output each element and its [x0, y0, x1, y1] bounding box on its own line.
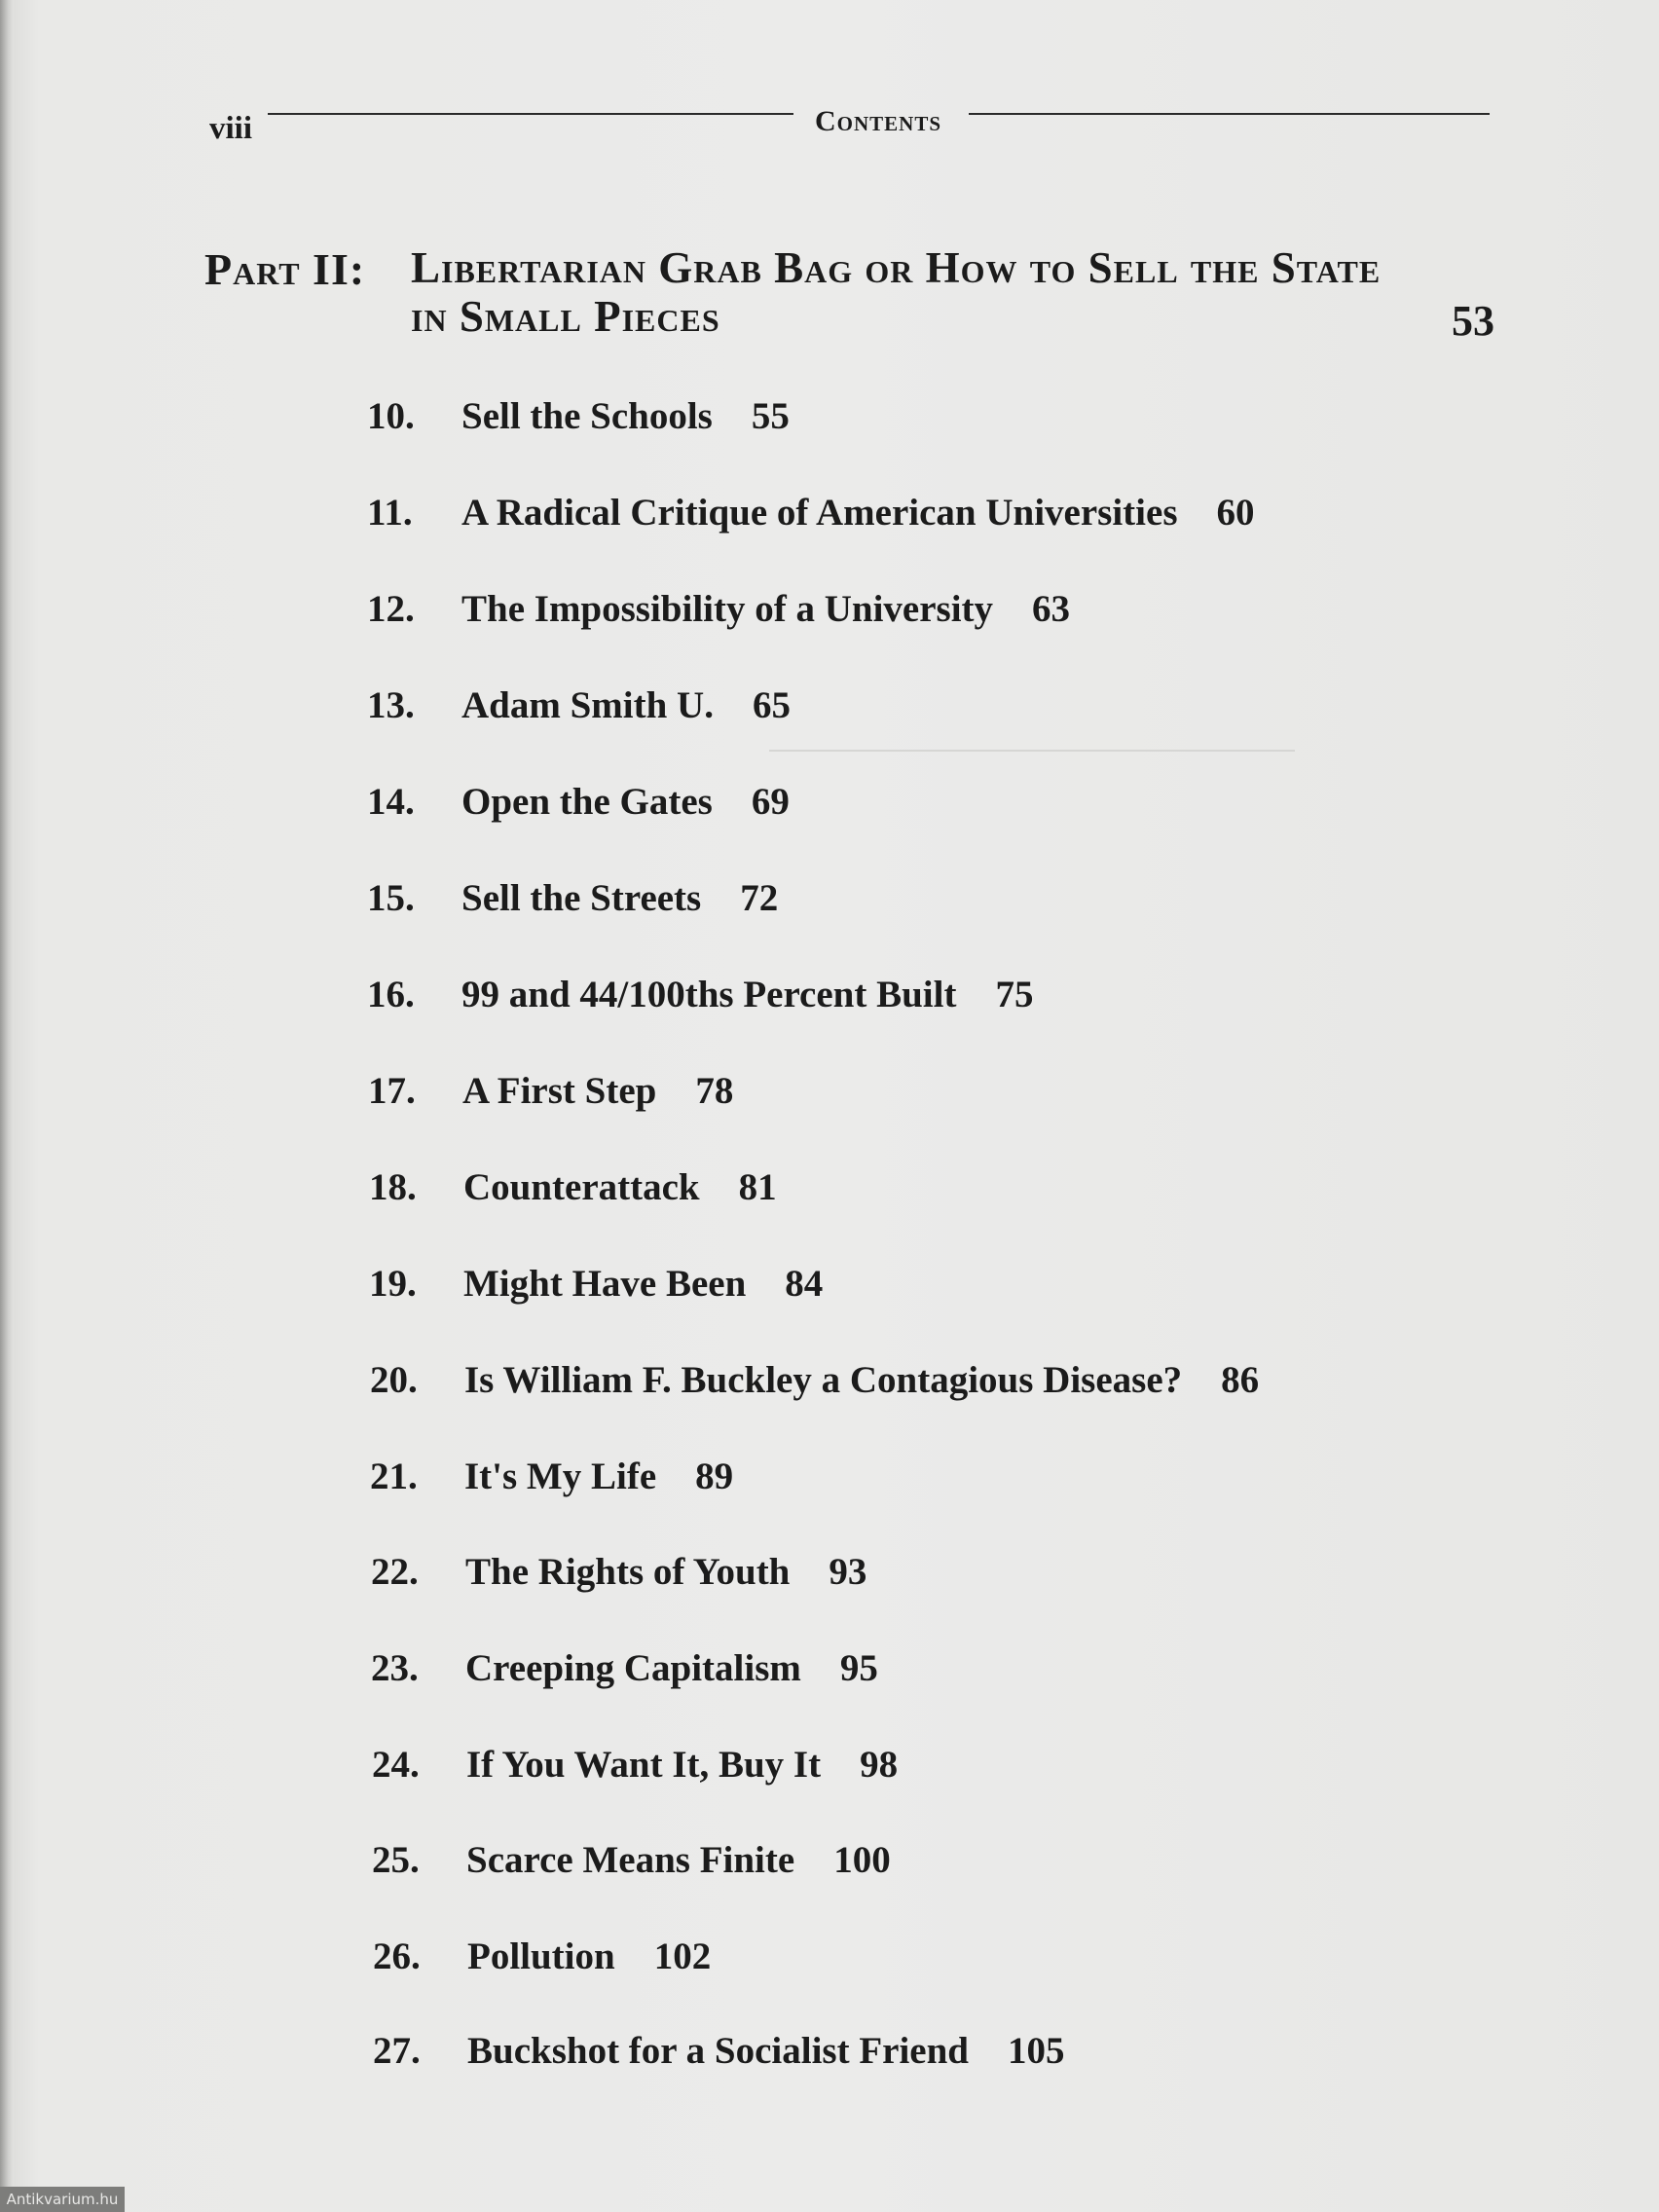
toc-entry — [369, 1165, 777, 1214]
entry-number: 26. — [373, 1936, 421, 1977]
entry-number: 20. — [370, 1359, 418, 1401]
entry-number: 25. — [372, 1839, 420, 1881]
toc-entry — [367, 973, 1033, 1021]
toc-entry — [369, 1262, 823, 1310]
entry-title: Buckshot for a Socialist Friend — [467, 2030, 969, 2072]
part-title-line-1: Libertarian Grab Bag or How to Sell the State — [411, 243, 1382, 292]
toc-entry — [370, 1358, 1259, 1407]
entry-title: It's My Life — [464, 1456, 657, 1497]
toc-entry — [372, 1838, 891, 1887]
entry-page: 78 — [695, 1070, 734, 1112]
entry-title: 99 and 44/100ths Percent Built — [461, 974, 957, 1015]
entry-title: A Radical Critique of American Universities — [461, 492, 1178, 534]
entry-title: Open the Gates — [461, 781, 713, 823]
entry-number: 18. — [369, 1166, 417, 1208]
toc-entry — [370, 1455, 733, 1503]
entry-number: 23. — [371, 1647, 419, 1689]
toc-entry — [371, 1646, 878, 1695]
entry-page: 84 — [785, 1263, 824, 1305]
toc-entry — [373, 2029, 1064, 2078]
entry-title: Sell the Streets — [461, 877, 702, 919]
entry-number: 27. — [373, 2030, 421, 2072]
entry-title: Scarce Means Finite — [466, 1839, 795, 1881]
entry-page: 75 — [995, 974, 1034, 1015]
entry-title: Creeping Capitalism — [465, 1647, 801, 1689]
part-label: Part II: — [204, 244, 366, 294]
entry-number: 13. — [367, 684, 415, 726]
entry-page: 95 — [839, 1647, 878, 1689]
entry-number: 11. — [367, 492, 413, 534]
toc-entry — [367, 780, 790, 829]
entry-title: The Rights of Youth — [465, 1551, 791, 1593]
entry-page: 102 — [653, 1936, 712, 1977]
entry-number: 10. — [367, 395, 415, 437]
toc-entry — [367, 683, 791, 732]
entry-number: 16. — [367, 974, 415, 1015]
entry-page: 93 — [829, 1551, 867, 1593]
entry-number: 22. — [371, 1551, 419, 1593]
entry-title: Counterattack — [463, 1166, 700, 1208]
entry-number: 24. — [372, 1744, 420, 1786]
entry-page: 65 — [752, 684, 791, 726]
toc-entry — [368, 1069, 733, 1118]
toc-entry — [367, 876, 778, 925]
page-folio: viii — [209, 111, 253, 146]
toc-entry — [373, 1935, 711, 1983]
part-title-line-2: in Small Pieces — [411, 292, 720, 341]
part-page-number: 53 — [1452, 297, 1494, 345]
entry-page: 63 — [1032, 588, 1071, 630]
entry-title: A First Step — [462, 1070, 657, 1112]
entry-title: Adam Smith U. — [461, 684, 714, 726]
entry-page: 105 — [1007, 2030, 1065, 2072]
entry-number: 17. — [368, 1070, 416, 1112]
entry-page: 69 — [751, 781, 790, 823]
entry-page: 55 — [751, 395, 790, 437]
entry-page: 81 — [738, 1166, 777, 1208]
entry-number: 19. — [369, 1263, 417, 1305]
toc-entry — [367, 394, 790, 443]
entry-page: 60 — [1216, 492, 1255, 534]
entry-page: 86 — [1221, 1359, 1260, 1401]
entry-page: 89 — [695, 1456, 734, 1497]
watermark: Antikvarium.hu — [0, 2187, 125, 2212]
entry-title: If You Want It, Buy It — [466, 1744, 822, 1786]
toc-entry — [371, 1550, 866, 1599]
entry-title: Pollution — [467, 1936, 615, 1977]
entry-page: 98 — [860, 1744, 899, 1786]
entry-page: 100 — [833, 1839, 891, 1881]
entry-title: Is William F. Buckley a Contagious Disease? — [464, 1359, 1183, 1401]
entry-title: Might Have Been — [463, 1263, 747, 1305]
toc-entry — [372, 1743, 898, 1791]
entry-number: 15. — [367, 877, 415, 919]
entry-number: 21. — [370, 1456, 418, 1497]
toc-entry — [367, 587, 1070, 636]
entry-page: 72 — [740, 877, 779, 919]
entry-number: 12. — [367, 588, 415, 630]
entry-title: The Impossibility of a University — [461, 588, 994, 630]
running-head-title: Contents — [815, 105, 942, 137]
entry-number: 14. — [367, 781, 415, 823]
entry-title: Sell the Schools — [461, 395, 713, 437]
toc-entry — [367, 491, 1255, 539]
